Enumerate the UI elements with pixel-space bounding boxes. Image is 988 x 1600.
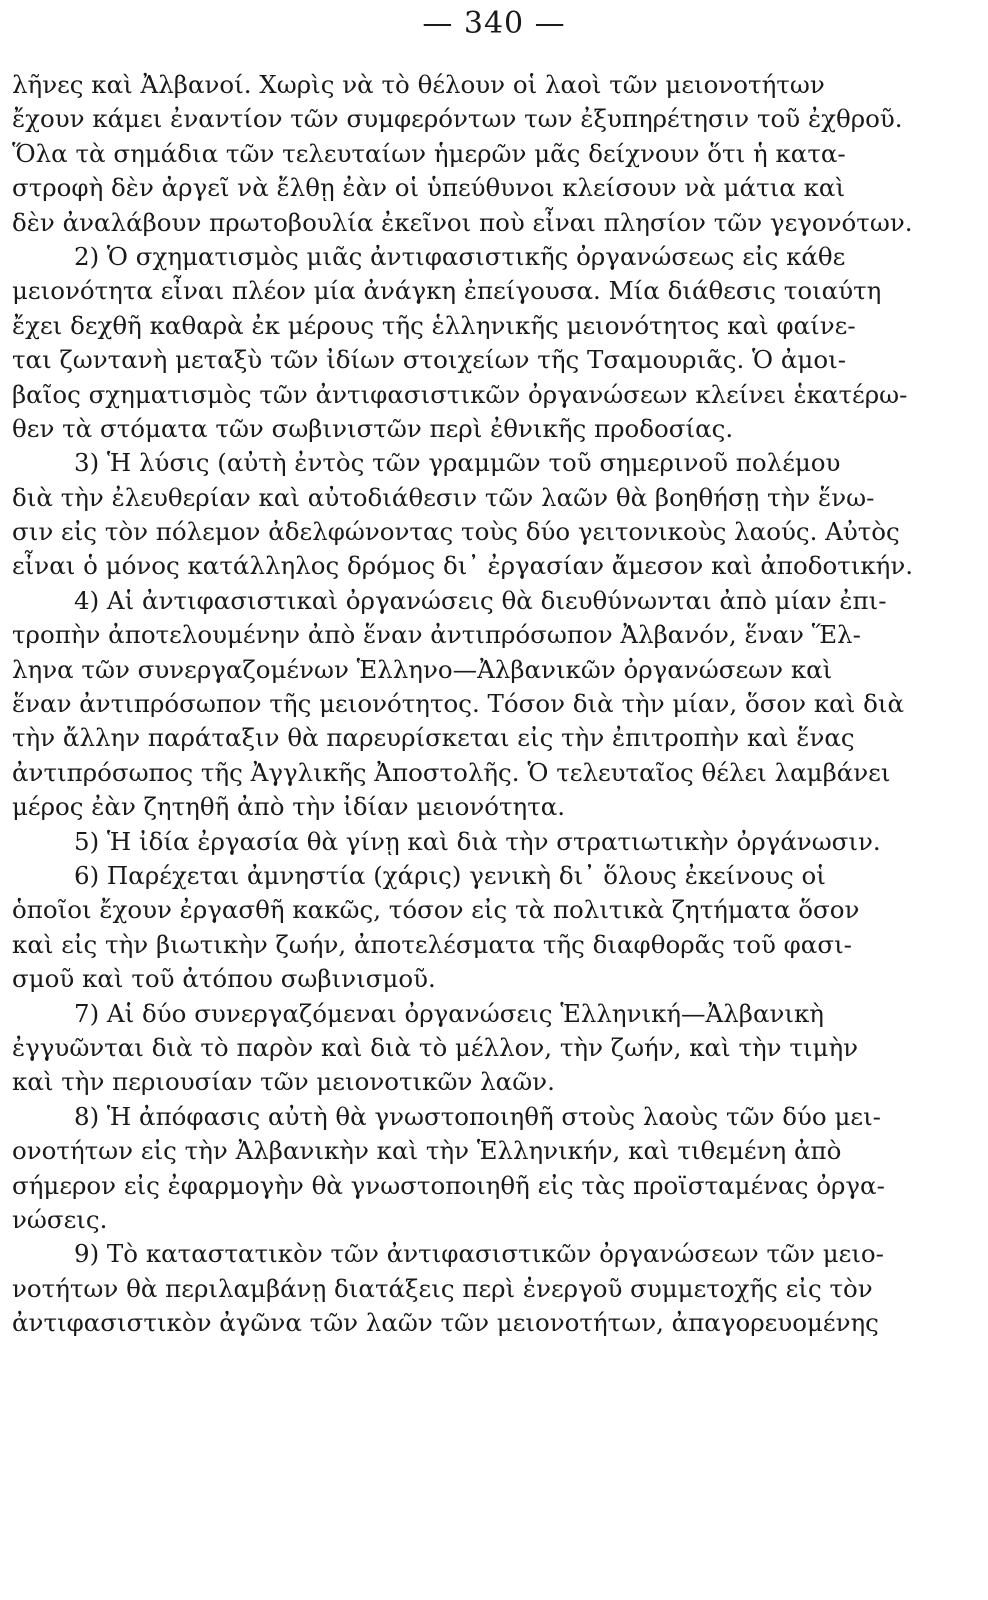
text-line: διὰ τὴν ἐλευθερίαν καὶ αὐτοδιάθεσιν τῶν λαῶν θὰ βοηθήσῃ τὴν ἕνω- — [12, 482, 875, 512]
text-line: 7) Αἱ δύο συνεργαζόμεναι ὀργανώσεις Ἑλληνική—Ἀλβανικὴ — [74, 998, 824, 1028]
text-line: μέρος ἐὰν ζητηθῆ ἀπὸ τὴν ἰδίαν μειονότητα. — [12, 792, 566, 822]
page-number: — 340 — — [422, 6, 566, 41]
text-line: 3) Ἡ λύσις (αὐτὴ ἐντὸς τῶν γραμμῶν τοῦ σημερινοῦ πολέμου — [74, 448, 841, 478]
text-line: ὁποῖοι ἔχουν ἐργασθῆ κακῶς, τόσον εἰς τὰ πολιτικὰ ζητήματα ὅσον — [12, 895, 860, 925]
text-line: 2) Ὁ σχηματισμὸς μιᾶς ἀντιφασιστικῆς ὀργανώσεως εἰς κάθε — [74, 241, 846, 271]
text-line: εἶναι ὁ μόνος κατάλληλος δρόμος δι᾽ ἐργασίαν ἄμεσον καὶ ἀποδοτικήν. — [12, 551, 914, 581]
text-line: καὶ τὴν περιουσίαν τῶν μειονοτικῶν λαῶν. — [12, 1067, 555, 1097]
text-line: μειονότητα εἶναι πλέον μία ἀνάγκη ἐπείγουσα. Μία διάθεσις τοιαύτη — [12, 276, 882, 306]
text-line: δὲν ἀναλάβουν πρωτοβουλία ἐκεῖνοι ποὺ εἶναι πλησίον τῶν γεγονότων. — [12, 207, 913, 237]
text-line: τροπὴν ἀποτελουμένην ἀπὸ ἕναν ἀντιπρόσωπον Ἀλβανόν, ἕναν Ἕλ- — [12, 620, 861, 650]
text-line: νοτήτων θὰ περιλαμβάνῃ διατάξεις περὶ ἐνεργοῦ συμμετοχῆς εἰς τὸν — [12, 1273, 873, 1303]
text-line: 6) Παρέχεται ἀμνηστία (χάρις) γενικὴ δι᾽ ὅλους ἐκείνους οἱ — [74, 860, 826, 890]
text-line: νώσεις. — [12, 1204, 108, 1234]
text-line: στροφὴ δὲν ἀργεῖ νὰ ἔλθῃ ἐὰν οἱ ὑπεύθυνοι κλείσουν νὰ μάτια καὶ — [12, 173, 846, 203]
text-line: ἔχει δεχθῆ καθαρὰ ἐκ μέρους τῆς ἑλληνικῆς μειονότητος καὶ φαίνε- — [12, 310, 856, 340]
text-line: σμοῦ καὶ τοῦ ἀτόπου σωβινισμοῦ. — [12, 964, 436, 994]
text-line: Ὅλα τὰ σημάδια τῶν τελευταίων ἡμερῶν μᾶς δείχνουν ὅτι ἡ κατα- — [12, 138, 846, 168]
text-line: ονοτήτων εἰς τὴν Ἀλβανικὴν καὶ τὴν Ἑλληνικήν, καὶ τιθεμένη ἀπὸ — [12, 1136, 842, 1166]
text-line: 5) Ἡ ἰδία ἐργασία θὰ γίνῃ καὶ διὰ τὴν στρατιωτικὴν ὀργάνωσιν. — [74, 826, 881, 856]
text-line: ἀντιφασιστικὸν ἀγῶνα τῶν λαῶν τῶν μειονοτήτων, ἀπαγορευομένης — [12, 1308, 879, 1338]
text-line: θεν τὰ στόματα τῶν σωβινιστῶν περὶ ἐθνικῆς προδοσίας. — [12, 413, 734, 443]
text-line: λῆνες καὶ Ἀλβανοί. Χωρὶς νὰ τὸ θέλουν οἱ λαοὶ τῶν μειονοτήτων — [12, 70, 825, 99]
text-line: βαῖος σχηματισμὸς τῶν ἀντιφασιστικῶν ὀργανώσεων κλείνει ἑκατέρω- — [12, 379, 908, 409]
body-text — [12, 68, 962, 1340]
text-line: 4) Αἱ ἀντιφασιστικαὶ ὀργανώσεις θὰ διευθύνωνται ἀπὸ μίαν ἐπι- — [74, 585, 887, 615]
text-line: ἀντιπρόσωπος τῆς Ἀγγλικῆς Ἀποστολῆς. Ὁ τελευταῖος θέλει λαμβάνει — [12, 757, 891, 787]
text-line: τὴν ἄλλην παράταξιν θὰ παρευρίσκεται εἰς τὴν ἐπιτροπὴν καὶ ἕνας — [12, 723, 855, 753]
text-line: ἔχουν κάμει ἐναντίον τῶν συμφερόντων των ἐξυπηρέτησιν τοῦ ἐχθροῦ. — [12, 104, 903, 134]
text-line: σήμερον εἰς ἐφαρμογὴν θὰ γνωστοποιηθῆ εἰς τὰς προϊσταμένας ὀργα- — [12, 1170, 885, 1200]
text-line: ληνα τῶν συνεργαζομένων Ἑλληνο—Ἀλβανικῶν ὀργανώσεων καὶ — [12, 654, 833, 684]
text-line: σιν εἰς τὸν πόλεμον ἀδελφώνοντας τοὺς δύο γειτονικοὺς λαούς. Αὐτὸς — [12, 517, 900, 547]
text-line: καὶ εἰς τὴν βιωτικὴν ζωήν, ἀποτελέσματα τῆς διαφθορᾶς τοῦ φασι- — [12, 929, 852, 959]
text-line: ἕναν ἀντιπρόσωπον τῆς μειονότητος. Τόσον διὰ τὴν μίαν, ὅσον καὶ διὰ — [12, 689, 905, 719]
text-line: ἐγγυῶνται διὰ τὸ παρὸν καὶ διὰ τὸ μέλλον, τὴν ζωήν, καὶ τὴν τιμὴν — [12, 1032, 859, 1062]
text-line: 8) Ἡ ἀπόφασις αὐτὴ θὰ γνωστοποιηθῆ στοὺς λαοὺς τῶν δύο μει- — [74, 1101, 881, 1131]
text-line: 9) Τὸ καταστατικὸν τῶν ἀντιφασιστικῶν ὀργανώσεων τῶν μειο- — [74, 1239, 884, 1269]
text-line: ται ζωντανὴ μεταξὺ τῶν ἰδίων στοιχείων τῆς Τσαμουριᾶς. Ὁ ἀμοι- — [12, 345, 846, 375]
